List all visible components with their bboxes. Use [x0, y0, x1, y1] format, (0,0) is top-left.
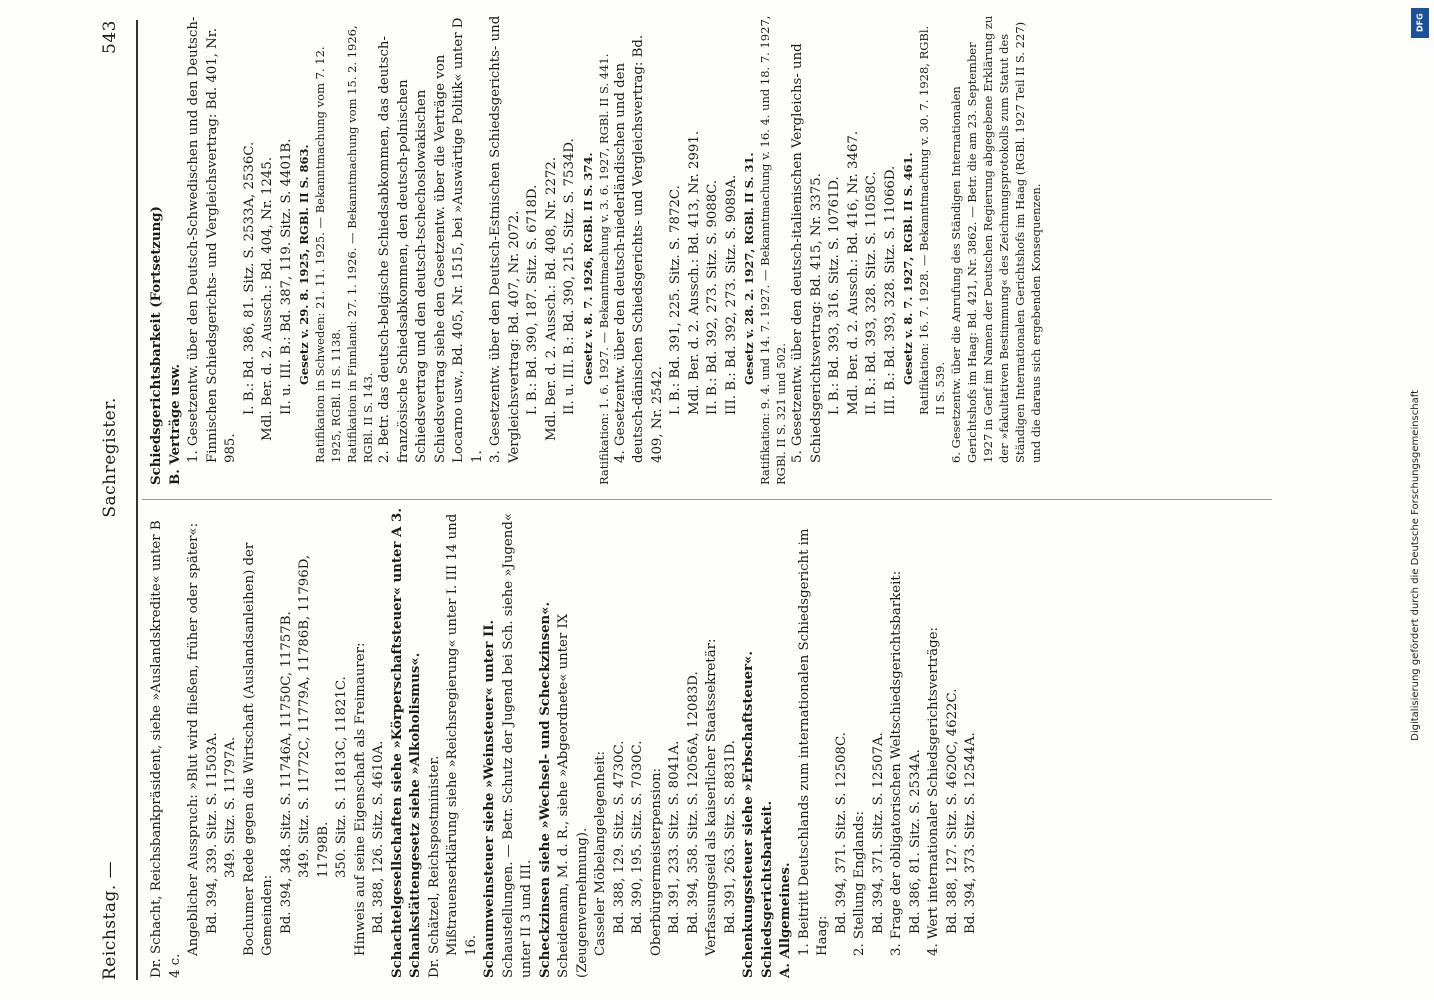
text-line: Oberbürgermeisterpension: [648, 767, 664, 956]
text-line: Mißtrauenserklärung siehe »Reichsregierung« unter I. III 14 und 16. [445, 513, 479, 956]
left-column [148, 508, 981, 978]
reference-line: I. B.: Bd. 393, 316. Sitz. S. 10761D. [827, 176, 842, 415]
text-line: 4. Wert internationaler Schiedsgerichtsverträge: [926, 627, 941, 956]
ratification-line: Ratifikation in Schweden: 21. 11. 1925. — Bekanntmachung vom 7. 12. 1925, RGBl. II S. 1138. [313, 46, 343, 463]
reference-line: Mdl. Ber. d. 2. Aussch.: Bd. 408, Nr. 2272. [543, 156, 559, 441]
reference-line: Bd. 394, 348. Sitz. S. 11746A, 11750C, 11757B. [278, 611, 294, 934]
entry-scheidemann: Scheidemann, M. d. R., siehe »Abgeordnete« unter IX (Zeugenvernehmung). [556, 613, 590, 978]
ratification-line: Ratifikation: 1. 6. 1927. — Bekanntmachung v. 3. 6. 1927, RGBl. II S. 441. [596, 53, 611, 485]
text-line: Verfassungseid als kaiserlicher Staatssekretär: [704, 638, 719, 956]
rotated-page-content [90, 0, 1320, 1000]
reference-line: Bd. 394, 371. Sitz. S. 12507A. [870, 732, 886, 934]
section-heading: A. Allgemeines. [778, 862, 793, 978]
text-line: 5. Gesetzentw. über den deutsch-italienischen Vergleichs- und Schiedsgerichtsvertrag: Bd. 415, Nr. 3375. [790, 43, 824, 463]
reference-line: II. B.: Bd. 392, 273. Sitz. S. 9088C. [705, 179, 720, 415]
reference-line: III. B.: Bd. 392, 273. Sitz. S. 9089A. [723, 174, 739, 415]
text-line: 3. Frage der obligatorischen Weltschiedsgerichtsbarkeit: [889, 570, 904, 956]
reference-line: III. B.: Bd. 393, 328. Sitz. S. 11066D. [882, 165, 898, 415]
column-separator [142, 499, 1272, 500]
entry-schaetzel: Dr. Schätzel, Reichspostminister. [426, 755, 442, 978]
page-header [90, 20, 130, 980]
reference-line: I. B.: Bd. 391, 225. Sitz. S. 7872C. [668, 185, 683, 415]
header-title: Sachregister. [100, 397, 120, 518]
entry-schenkungssteuer: Schenkungssteuer siehe »Erbschaftsteuer«. [741, 650, 756, 978]
reference-line: Bd. 394, 358. Sitz. S. 12056A, 12083D. [685, 671, 701, 934]
right-column [148, 15, 1044, 485]
header-left: Reichstag. — [100, 860, 120, 980]
reference-line: Bd. 391, 233. Sitz. S. 8041A. [667, 740, 682, 934]
digitization-sidebar [1406, 0, 1434, 1000]
entry-schaumweinsteuer: Schaumweinsteuer siehe »Weinsteuer« unter II. [482, 619, 497, 978]
text-line: 4. Gesetzentw. über den deutsch-niederländischen und den deutsch-dänischen Schiedsgerichts- und Vergleichsvertrag: Bd. 409, Nr. 2542. [612, 34, 665, 463]
text-line: 3. Gesetzentw. über den Deutsch-Estnischen Schiedsgerichts- und Vergleichsvertrag: Bd. 407, Nr. 2072. [488, 15, 522, 463]
reference-line: 350. Sitz. S. 11813C, 11821C. [334, 676, 349, 878]
reference-line: Bd. 388, 127. Sitz. S. 4620C, 4622C. [944, 688, 960, 934]
continuation-heading: Schiedsgerichtsbarkeit (Fortsetzung) [149, 206, 164, 485]
reference-line: I. B.: Bd. 386, 81. Sitz. S. 2533A, 2536C. [241, 141, 257, 415]
text-line: 1. Gesetzentw. über den Deutsch-Schwedischen und den Deutsch-Finnischen Schiedsgerichts- und Vergleichsvertrag: Bd. 401, Nr. 985. [186, 16, 238, 463]
entry-scheckzinsen: Scheckzinsen siehe »Wechsel- und Scheckzinsen«. [537, 601, 553, 978]
entry-schankstaettengesetz: Schankstättengesetz siehe »Alkoholismus«. [408, 652, 423, 978]
text-line: Casseler Möbelangelegenheit: [593, 750, 608, 956]
reference-line: I. B.: Bd. 390, 187. Sitz. S. 6718D. [525, 184, 540, 415]
reference-line: Bd. 388, 129. Sitz. S. 4730C. [611, 740, 627, 934]
reference-line: Bd. 388, 126. Sitz. S. 4610A. [371, 740, 386, 934]
reference-line: Bd. 394, 373. Sitz. S. 12544A. [963, 732, 978, 934]
reference-line: II. B.: Bd. 393, 328. Sitz. S. 11058C. [864, 171, 879, 415]
reference-line: 349. Sitz. S. 11772C, 11779A, 11786B, 11796D, 11798B. [297, 554, 331, 878]
law-line: Gesetz v. 8. 7. 1926, RGBl. II S. 374. [580, 152, 595, 385]
ratification-line: Ratifikation: 16. 7. 1928. — Bekanntmachung v. 30. 7. 1928, RGBl. II S. 539. [917, 25, 947, 415]
law-line: Gesetz v. 28. 2. 1927, RGBl. II S. 31. [742, 152, 756, 385]
text-line: 1. Beitritt Deutschlands zum internationalen Schiedsgericht im Haag: [796, 528, 830, 956]
reference-line: II. u. III. B.: Bd. 390, 215. Sitz. S. 7534D. [562, 138, 577, 415]
reference-line: 349. Sitz. S. 11797A. [223, 736, 238, 878]
section-heading: B. Verträge usw. [167, 363, 183, 485]
entry-schaustellungen: Schaustellungen. — Betr. Schutz der Jugend bei Sch. siehe »Jugend« unter II 3 und III. [500, 513, 534, 978]
ratification-line: Ratifikation in Finnland: 27. 1. 1926. — Bekanntmachung vom 15. 2. 1926, RGBl. II S. 143. [345, 25, 375, 463]
reference-line: Bd. 391, 263. Sitz. S. 8831D. [722, 740, 738, 934]
entry-schachtelgesellschaften: Schachtelgesellschaften siehe »Körperschaftsteuer« unter A 3. [389, 508, 405, 978]
funding-note: Digitalisierung gefördert durch die Deutsche Forschungsgemeinschaft [1410, 390, 1421, 741]
reference-line: Bd. 394, 371. Sitz. S. 12508C. [833, 732, 849, 934]
reference-line: II. u. III. B.: Bd. 387, 119. Sitz. S. 4401B. [278, 138, 294, 415]
reference-line: Mdl. Ber. d. 2. Aussch.: Bd. 413, Nr. 2991. [686, 130, 702, 415]
law-line: Gesetz v. 29. 8. 1925, RGBl. II S. 863. [297, 144, 311, 385]
entry-schacht: Dr. Schacht, Reichsbankpräsident, siehe »Auslandskredite« unter B 4 c. [149, 520, 183, 978]
text-line: 2. Betr. das deutsch-belgische Schiedsabkommen, das deutsch-französische Schiedsabkommen, den deutsch-polnischen Schiedsvertrag und den deutsch-tschechoslowakischen Schiedsvertrag siehe den Gesetzentw. über die Verträge von Locarno usw., Bd. 405, Nr. 1515, bei »Auswärtige Politik« unter D 1. [377, 17, 485, 463]
page-number: 543 [100, 20, 120, 54]
reference-line: Mdl. Ber. d. 2. Aussch.: Bd. 416, Nr. 3467. [845, 130, 861, 415]
text-line: Bochumer Rede gegen die Wirtschaft (Auslandsanleihen) der Gemeinden: [241, 542, 275, 956]
reference-line: Bd. 394, 339. Sitz. S. 11503A. [204, 732, 220, 934]
text-line: Hinweis auf seine Eigenschaft als Freimaurer: [352, 642, 368, 956]
dfg-logo: DFG [1411, 8, 1429, 38]
header-rule [136, 20, 138, 980]
reference-line: Bd. 390, 195. Sitz. S. 7030C. [630, 740, 645, 934]
text-line: 6. Gesetzentw. über die Anrufung des Ständigen Internationalen Gerichtshofs im Haag: Bd. 421, Nr. 3862. — Betr. die am 23. September 1927 in Genf im Namen der Deutschen Regierung abgegebene Erklärung zu der »fakultativen Bestimmung« des Zeichnungsprotokolls zum Statut des Ständigen Internationalen Gerichtshofs im Haag (RGBl. 1927 Teil II S. 227) und die daraus sich ergebenden Konsequenzen. [949, 15, 1043, 463]
ratification-line: Ratifikation: 9. 4. und 14. 7. 1927. — Bekanntmachung v. 16. 4. und 18. 7. 1927, RGBl. II S. 321 und 502. [758, 15, 788, 485]
law-line: Gesetz v. 8. 7. 1927, RGBl. II S. 461. [901, 152, 915, 385]
reference-line: Bd. 386, 81. Sitz. S. 2534A. [907, 749, 923, 934]
text-line: Angeblicher Ausspruch: »Blut wird fließen, früher oder später«: [186, 522, 201, 956]
reference-line: Mdl. Ber. d. 2. Aussch.: Bd. 404, Nr. 1245. [260, 156, 275, 441]
entry-schiedsgerichtsbarkeit: Schiedsgerichtsbarkeit. [759, 800, 775, 978]
text-line: 2. Stellung Englands: [852, 811, 867, 956]
